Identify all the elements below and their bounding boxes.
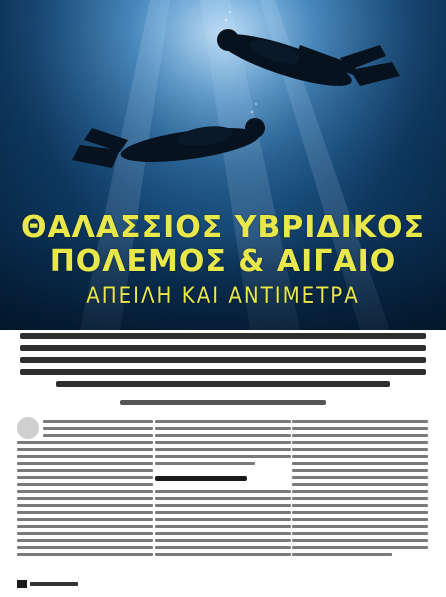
text-line <box>17 497 153 500</box>
text-line <box>155 441 291 444</box>
text-line <box>43 427 153 430</box>
text-line <box>17 455 153 458</box>
text-line <box>17 525 153 528</box>
text-line <box>17 539 153 542</box>
section-heading <box>155 476 247 481</box>
text-line <box>292 448 428 451</box>
text-line <box>17 490 153 493</box>
text-line <box>155 497 291 500</box>
text-line <box>292 539 428 542</box>
text-line <box>292 525 428 528</box>
text-line <box>17 546 153 549</box>
column-1 <box>17 418 153 568</box>
text-line <box>17 483 153 486</box>
text-line <box>17 553 153 556</box>
text-line <box>17 441 153 444</box>
text-line <box>292 483 428 486</box>
text-line <box>292 490 428 493</box>
text-line <box>17 448 153 451</box>
text-line <box>155 553 291 556</box>
text-line <box>155 420 291 423</box>
text-line <box>292 455 428 458</box>
headline-line-2: ΠΟΛΕΜΟΣ & ΑΙΓΑΙΟ <box>49 244 397 279</box>
footer-label <box>30 582 78 586</box>
column-2 <box>155 418 291 568</box>
text-line <box>17 511 153 514</box>
text-line <box>155 511 291 514</box>
text-line <box>292 518 428 521</box>
footer-logo <box>17 580 27 588</box>
text-line <box>292 434 428 437</box>
byline <box>120 400 326 405</box>
text-line <box>155 504 291 507</box>
text-line <box>155 448 291 451</box>
column-3 <box>292 418 428 568</box>
lead-line <box>20 357 426 363</box>
text-line <box>292 462 428 465</box>
text-line <box>292 441 428 444</box>
text-line <box>17 469 153 472</box>
text-line <box>155 518 291 521</box>
text-line <box>155 539 291 542</box>
text-line <box>292 476 428 479</box>
text-line <box>155 462 255 465</box>
text-line <box>43 434 153 437</box>
text-line <box>155 525 291 528</box>
lead-paragraph <box>20 331 426 393</box>
headline-line-1: ΘΑΛΑΣΣΙΟΣ ΥΒΡΙΔΙΚΟΣ <box>20 210 426 245</box>
text-line <box>17 462 153 465</box>
text-line <box>17 518 153 521</box>
text-line <box>17 532 153 535</box>
text-line <box>155 546 291 549</box>
text-line <box>292 427 428 430</box>
text-line <box>155 490 291 493</box>
lead-line <box>20 333 426 339</box>
text-line <box>155 455 291 458</box>
text-line <box>155 427 291 430</box>
text-line <box>17 476 153 479</box>
text-line <box>292 469 428 472</box>
text-line <box>155 532 291 535</box>
text-line <box>292 546 428 549</box>
lead-line <box>56 381 390 387</box>
article-columns <box>0 418 446 568</box>
lead-line <box>20 369 426 375</box>
lead-line <box>20 345 426 351</box>
text-line <box>292 511 428 514</box>
text-line <box>292 553 392 556</box>
text-line <box>292 497 428 500</box>
text-line <box>17 504 153 507</box>
text-line <box>292 532 428 535</box>
text-line <box>43 420 153 423</box>
text-line <box>292 504 428 507</box>
text-line <box>292 420 428 423</box>
text-line <box>155 434 291 437</box>
headline-line-3: ΑΠΕΙΛΗ ΚΑΙ ΑΝΤΙΜΕΤΡΑ <box>86 284 360 309</box>
